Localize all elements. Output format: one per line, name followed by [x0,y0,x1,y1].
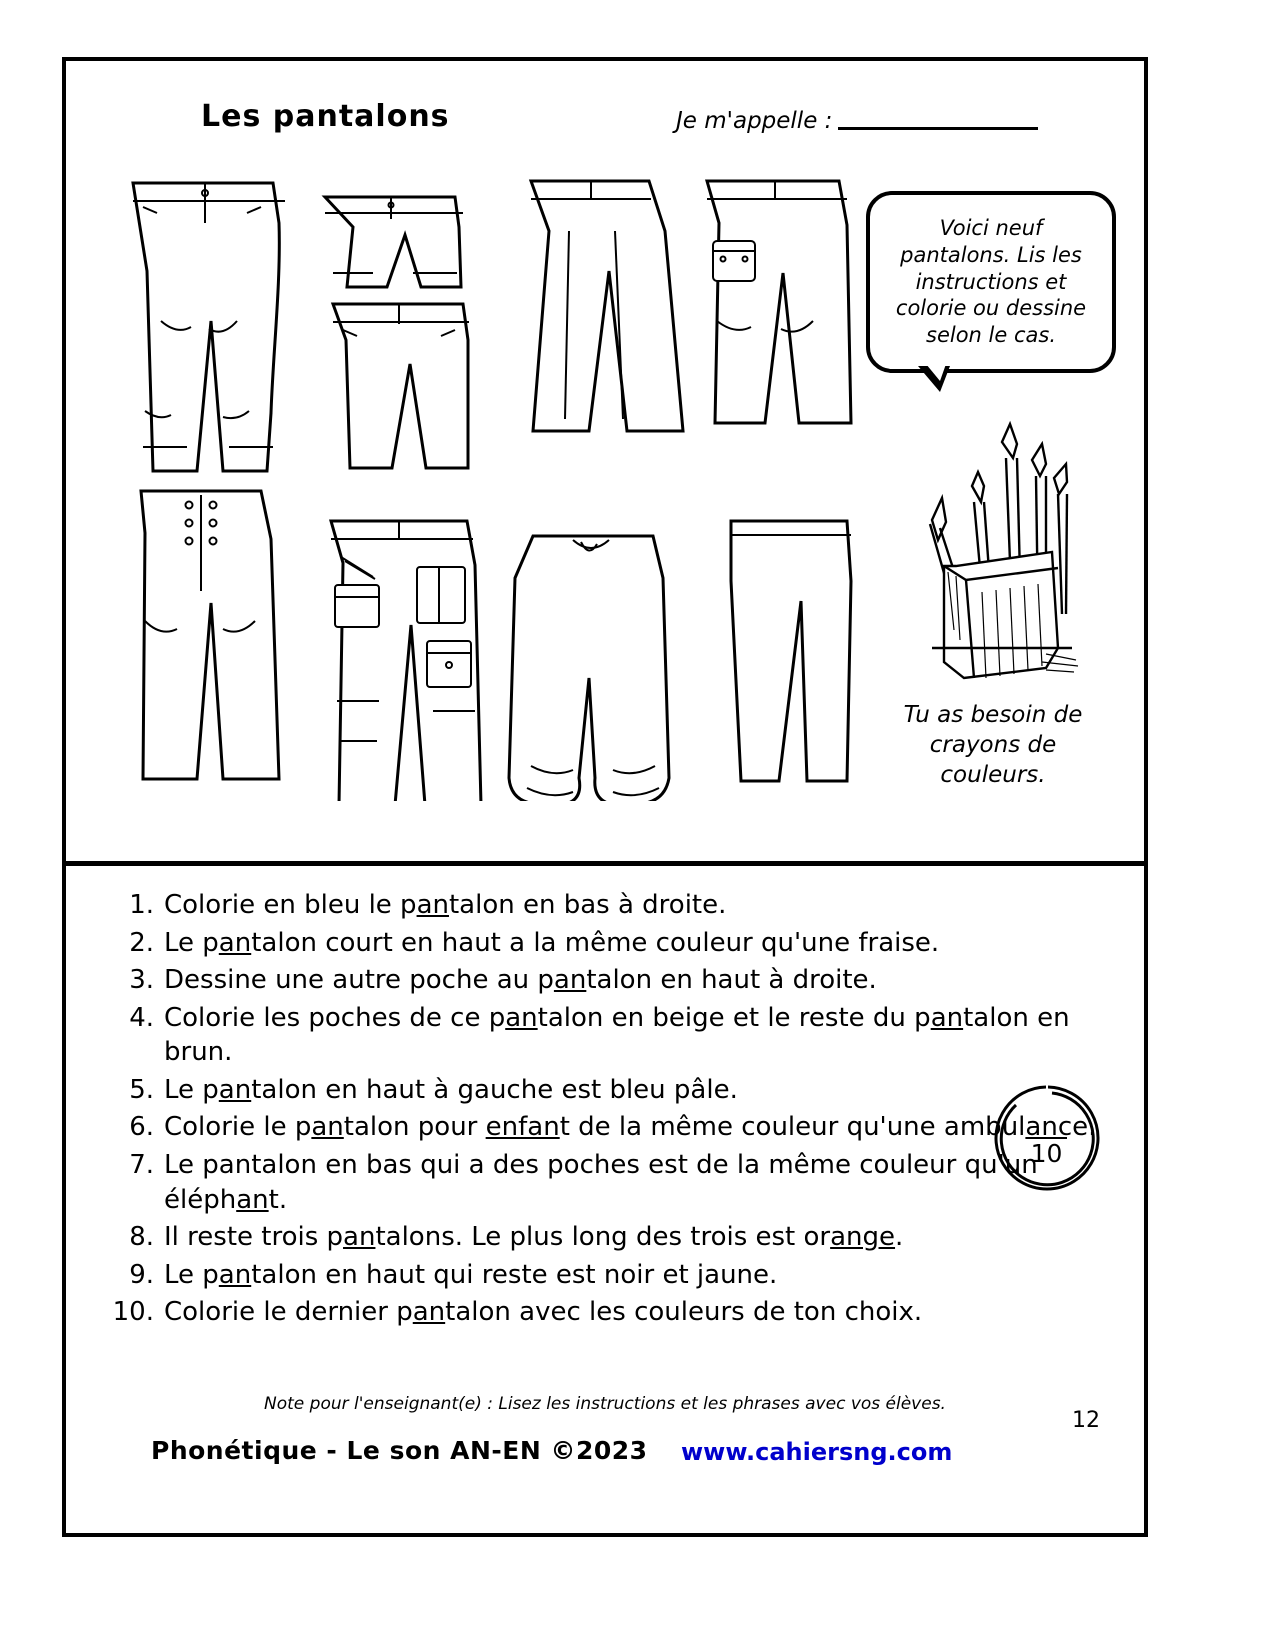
list-item-text-end: ce. [1057,1112,1097,1143]
instructions-panel [66,866,1144,1526]
list-item-number: 1. [129,890,154,920]
pants-5-cargo [707,181,851,423]
list-item [106,1148,1104,1217]
list-item-text: Il reste trois p [164,1222,344,1253]
list-item-number: 7. [129,1150,154,1181]
list-item [106,963,1104,998]
list-item-number: 6. [129,1112,154,1143]
list-item-number: 5. [129,1074,154,1105]
list-item-text: Le p [164,1074,219,1105]
list-item-text: Colorie les poches de ce p [164,1002,506,1033]
bubble-tail [918,366,950,392]
teacher-note: Note pour l'enseignant(e) : Lisez les instructions et les phrases avec vos élèves. [264,1394,946,1414]
list-item-underlined: an [218,1259,252,1290]
list-item-number: 9. [129,1259,154,1290]
list-item-underlined: an [218,927,252,958]
page-title: Les pantalons [201,99,450,134]
pants-2-shorts [325,197,463,287]
footer-website-link[interactable]: www.cahiersng.com [681,1438,953,1466]
pants-7-cargo-pockets [331,521,481,801]
list-item-underlined: an [416,890,449,920]
list-item-underlined-2: enfan [485,1112,560,1143]
list-item-text-mid-2: t de la même couleur qu'une ambul [559,1112,1026,1143]
list-item-text-end: talon en haut à gauche est bleu pâle. [251,1074,738,1105]
list-item-underlined: an [412,1297,446,1328]
page-number: 12 [1072,1408,1100,1433]
list-item-text: Le pantalon en bas qui a des poches est de la même couleur qu'un éléph [164,1150,1038,1215]
list-item [106,1073,1104,1108]
pants-illustrations-row1 [121,171,861,491]
list-item-text-end: . [895,1222,904,1253]
list-item [106,1001,1104,1070]
list-item-underlined-2: ange [830,1222,896,1253]
pants-4-wide-trousers [531,181,683,431]
list-item [106,888,1104,923]
footer-title: Phonétique - Le son AN-EN ©2023 [151,1436,648,1465]
pencil-cup-icon [896,416,1096,691]
list-item-underlined: an [311,1112,344,1143]
list-item-text: Le p [164,1259,219,1290]
list-item-text: Colorie en bleu le p [164,890,417,920]
list-item-text-end: talon en haut à droite. [586,965,877,996]
instructions-bubble [866,191,1116,373]
list-item [106,926,1104,961]
list-item-text-mid: talon pour [343,1112,486,1143]
list-item-text-mid: talons. Le plus long des trois est or [375,1222,831,1253]
list-item-text: Le p [164,927,219,958]
list-item-underlined-2: an [930,1002,964,1033]
list-item-text-end: t. [268,1184,288,1215]
list-item-number: 2. [129,927,154,958]
list-item-number: 3. [129,965,154,996]
list-item-text-end: talon en bas à droite. [448,890,727,920]
worksheet-page [62,57,1148,1537]
pencil-caption: Tu as besoin de crayons de couleurs. [903,702,1083,788]
list-item-text-end: talon en haut qui reste est noir et jaune. [251,1259,778,1290]
list-item-underlined: an [218,1074,252,1105]
bubble-text: Voici neuf pantalons. Lis les instructions et colorie ou dessine selon le cas. [895,215,1087,348]
list-item-underlined-3: an [1025,1112,1058,1143]
name-field [676,107,1038,134]
pants-6-button-front [141,491,279,779]
name-blank-line[interactable] [838,107,1038,130]
list-item-underlined: an [236,1184,269,1215]
pants-3-capri [333,304,469,468]
list-item-underlined: an [553,965,587,996]
page-footer [106,1408,1118,1476]
pants-1-long-jeans [133,183,285,471]
list-item-text-end: talon en brun. [164,1002,1070,1068]
list-item-text-mid: talon en beige et le reste du p [537,1002,931,1033]
list-item [106,1110,1104,1145]
list-item-text: Colorie le dernier p [164,1297,413,1328]
list-item-underlined: an [343,1222,376,1253]
list-item-number: 10. [112,1297,154,1328]
list-item [106,1295,1104,1330]
list-item-number: 8. [129,1222,154,1253]
pants-9-slim [731,521,851,781]
stamp-value: 10 [1030,1139,1063,1168]
pants-8-sweatpants [509,536,669,801]
illustration-panel [66,61,1144,866]
list-item [106,1220,1104,1255]
status-badge [989,1081,1104,1196]
pants-illustrations-row2 [121,481,861,801]
list-item-text: Dessine une autre poche au p [164,965,554,996]
list-item-text-end: talon avec les couleurs de ton choix. [445,1297,923,1328]
list-item [106,1258,1104,1293]
list-item-text-end: talon court en haut a la même couleur qu'une fraise. [251,927,940,958]
list-item-underlined: an [505,1002,538,1033]
list-item-number: 4. [129,1002,154,1033]
list-item-text: Colorie le p [164,1112,312,1143]
name-label: Je m'appelle : [676,108,833,134]
instruction-list [106,888,1104,1330]
